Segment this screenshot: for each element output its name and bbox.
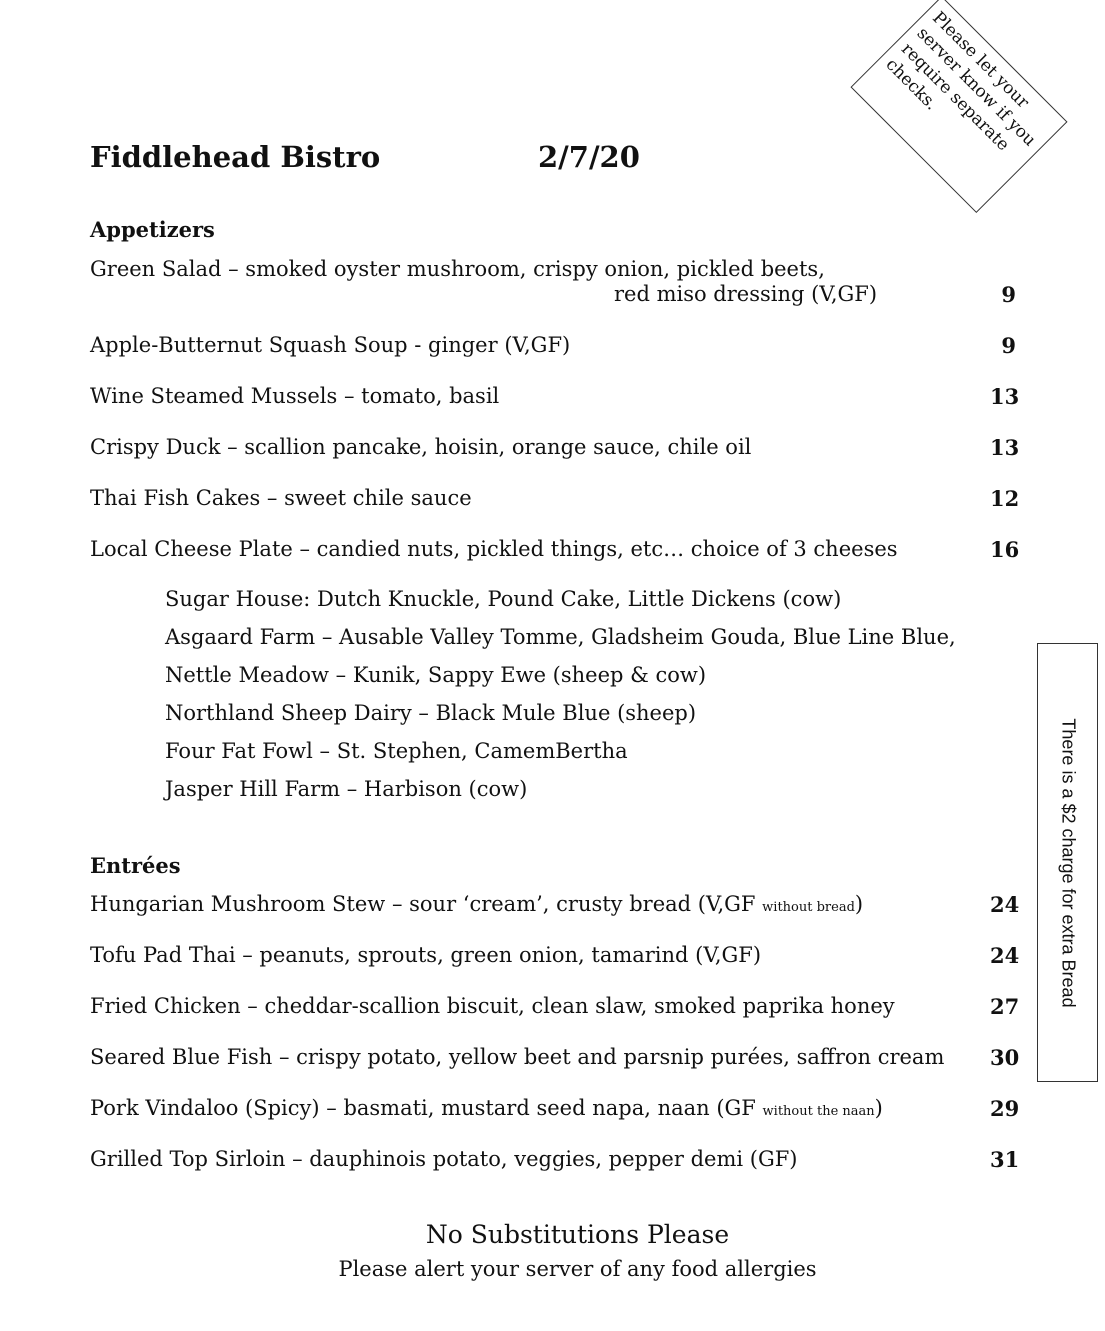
- menu-item-price: 13: [990, 384, 1020, 409]
- menu-item-price: 13: [990, 435, 1020, 460]
- menu-item-name: Local Cheese Plate – candied nuts, pickled things, etc… choice of 3 cheeses: [90, 537, 898, 561]
- separate-checks-note: [850, 0, 1067, 213]
- menu-item-price: 30: [990, 1045, 1020, 1070]
- menu-item-price: 24: [990, 892, 1020, 917]
- bread-charge-text: There is a $2 charge for extra Bread: [1058, 717, 1078, 1008]
- cheese-option: Jasper Hill Farm – Harbison (cow): [165, 777, 528, 801]
- appetizers-heading: Appetizers: [90, 217, 215, 242]
- menu-item-name: Fried Chicken – cheddar-scallion biscuit, clean slaw, smoked paprika honey: [90, 994, 895, 1018]
- menu-item-tail: ): [874, 1096, 883, 1120]
- menu-item-price: 31: [990, 1147, 1020, 1172]
- menu-item-name: Seared Blue Fish – crispy potato, yellow beet and parsnip purées, saffron cream: [90, 1045, 945, 1069]
- menu-item-name: Thai Fish Cakes – sweet chile sauce: [90, 486, 472, 510]
- entrees-heading: Entrées: [90, 853, 181, 878]
- bread-charge-note: [1037, 643, 1098, 1082]
- menu-item-price: 29: [990, 1096, 1020, 1121]
- menu-item-name: Grilled Top Sirloin – dauphinois potato, veggies, pepper demi (GF): [90, 1147, 798, 1171]
- menu-item-tail: ): [854, 892, 864, 916]
- no-substitutions-notice: No Substitutions Please: [425, 1220, 730, 1249]
- menu-item-name: Tofu Pad Thai – peanuts, sprouts, green onion, tamarind (V,GF): [90, 943, 762, 967]
- cheese-option: Nettle Meadow – Kunik, Sappy Ewe (sheep & cow): [165, 663, 707, 687]
- menu-item-note: without bread: [762, 900, 855, 915]
- menu-item-name: [90, 892, 863, 916]
- menu-item-continuation: red miso dressing (V,GF): [614, 282, 878, 306]
- menu-item-price: 24: [990, 943, 1020, 968]
- cheese-option: Northland Sheep Dairy – Black Mule Blue (sheep): [165, 701, 697, 725]
- menu-item-name: Wine Steamed Mussels – tomato, basil: [90, 384, 500, 408]
- menu-item-price: 27: [990, 994, 1020, 1019]
- menu-item-text: Pork Vindaloo (Spicy) – basmati, mustard seed napa, naan (GF: [90, 1096, 763, 1120]
- menu-item-text: Hungarian Mushroom Stew – sour ‘cream’, crusty bread (V,GF: [90, 892, 763, 916]
- menu-item-price: 9: [1001, 282, 1016, 307]
- separate-checks-text: Please let your server know if you require separate checks.: [881, 7, 1040, 156]
- menu-item-price: 16: [990, 537, 1020, 562]
- menu-item-name: Apple-Butternut Squash Soup - ginger (V,GF): [90, 333, 571, 357]
- allergy-notice: Please alert your server of any food allergies: [338, 1257, 817, 1281]
- menu-item-price: 12: [990, 486, 1020, 511]
- cheese-option: Four Fat Fowl – St. Stephen, CamemBertha: [165, 739, 628, 763]
- cheese-option: Sugar House: Dutch Knuckle, Pound Cake, Little Dickens (cow): [165, 587, 842, 611]
- menu-item-name: [90, 1096, 883, 1120]
- menu-item-name: Green Salad – smoked oyster mushroom, crispy onion, pickled beets,: [90, 257, 825, 281]
- menu-item-price: 9: [1001, 333, 1016, 358]
- restaurant-title: Fiddlehead Bistro: [90, 140, 381, 174]
- menu-item-name: Crispy Duck – scallion pancake, hoisin, orange sauce, chile oil: [90, 435, 752, 459]
- menu-item-note: without the naan: [762, 1104, 875, 1119]
- cheese-option: Asgaard Farm – Ausable Valley Tomme, Gladsheim Gouda, Blue Line Blue,: [165, 625, 956, 649]
- menu-date: 2/7/20: [538, 140, 640, 174]
